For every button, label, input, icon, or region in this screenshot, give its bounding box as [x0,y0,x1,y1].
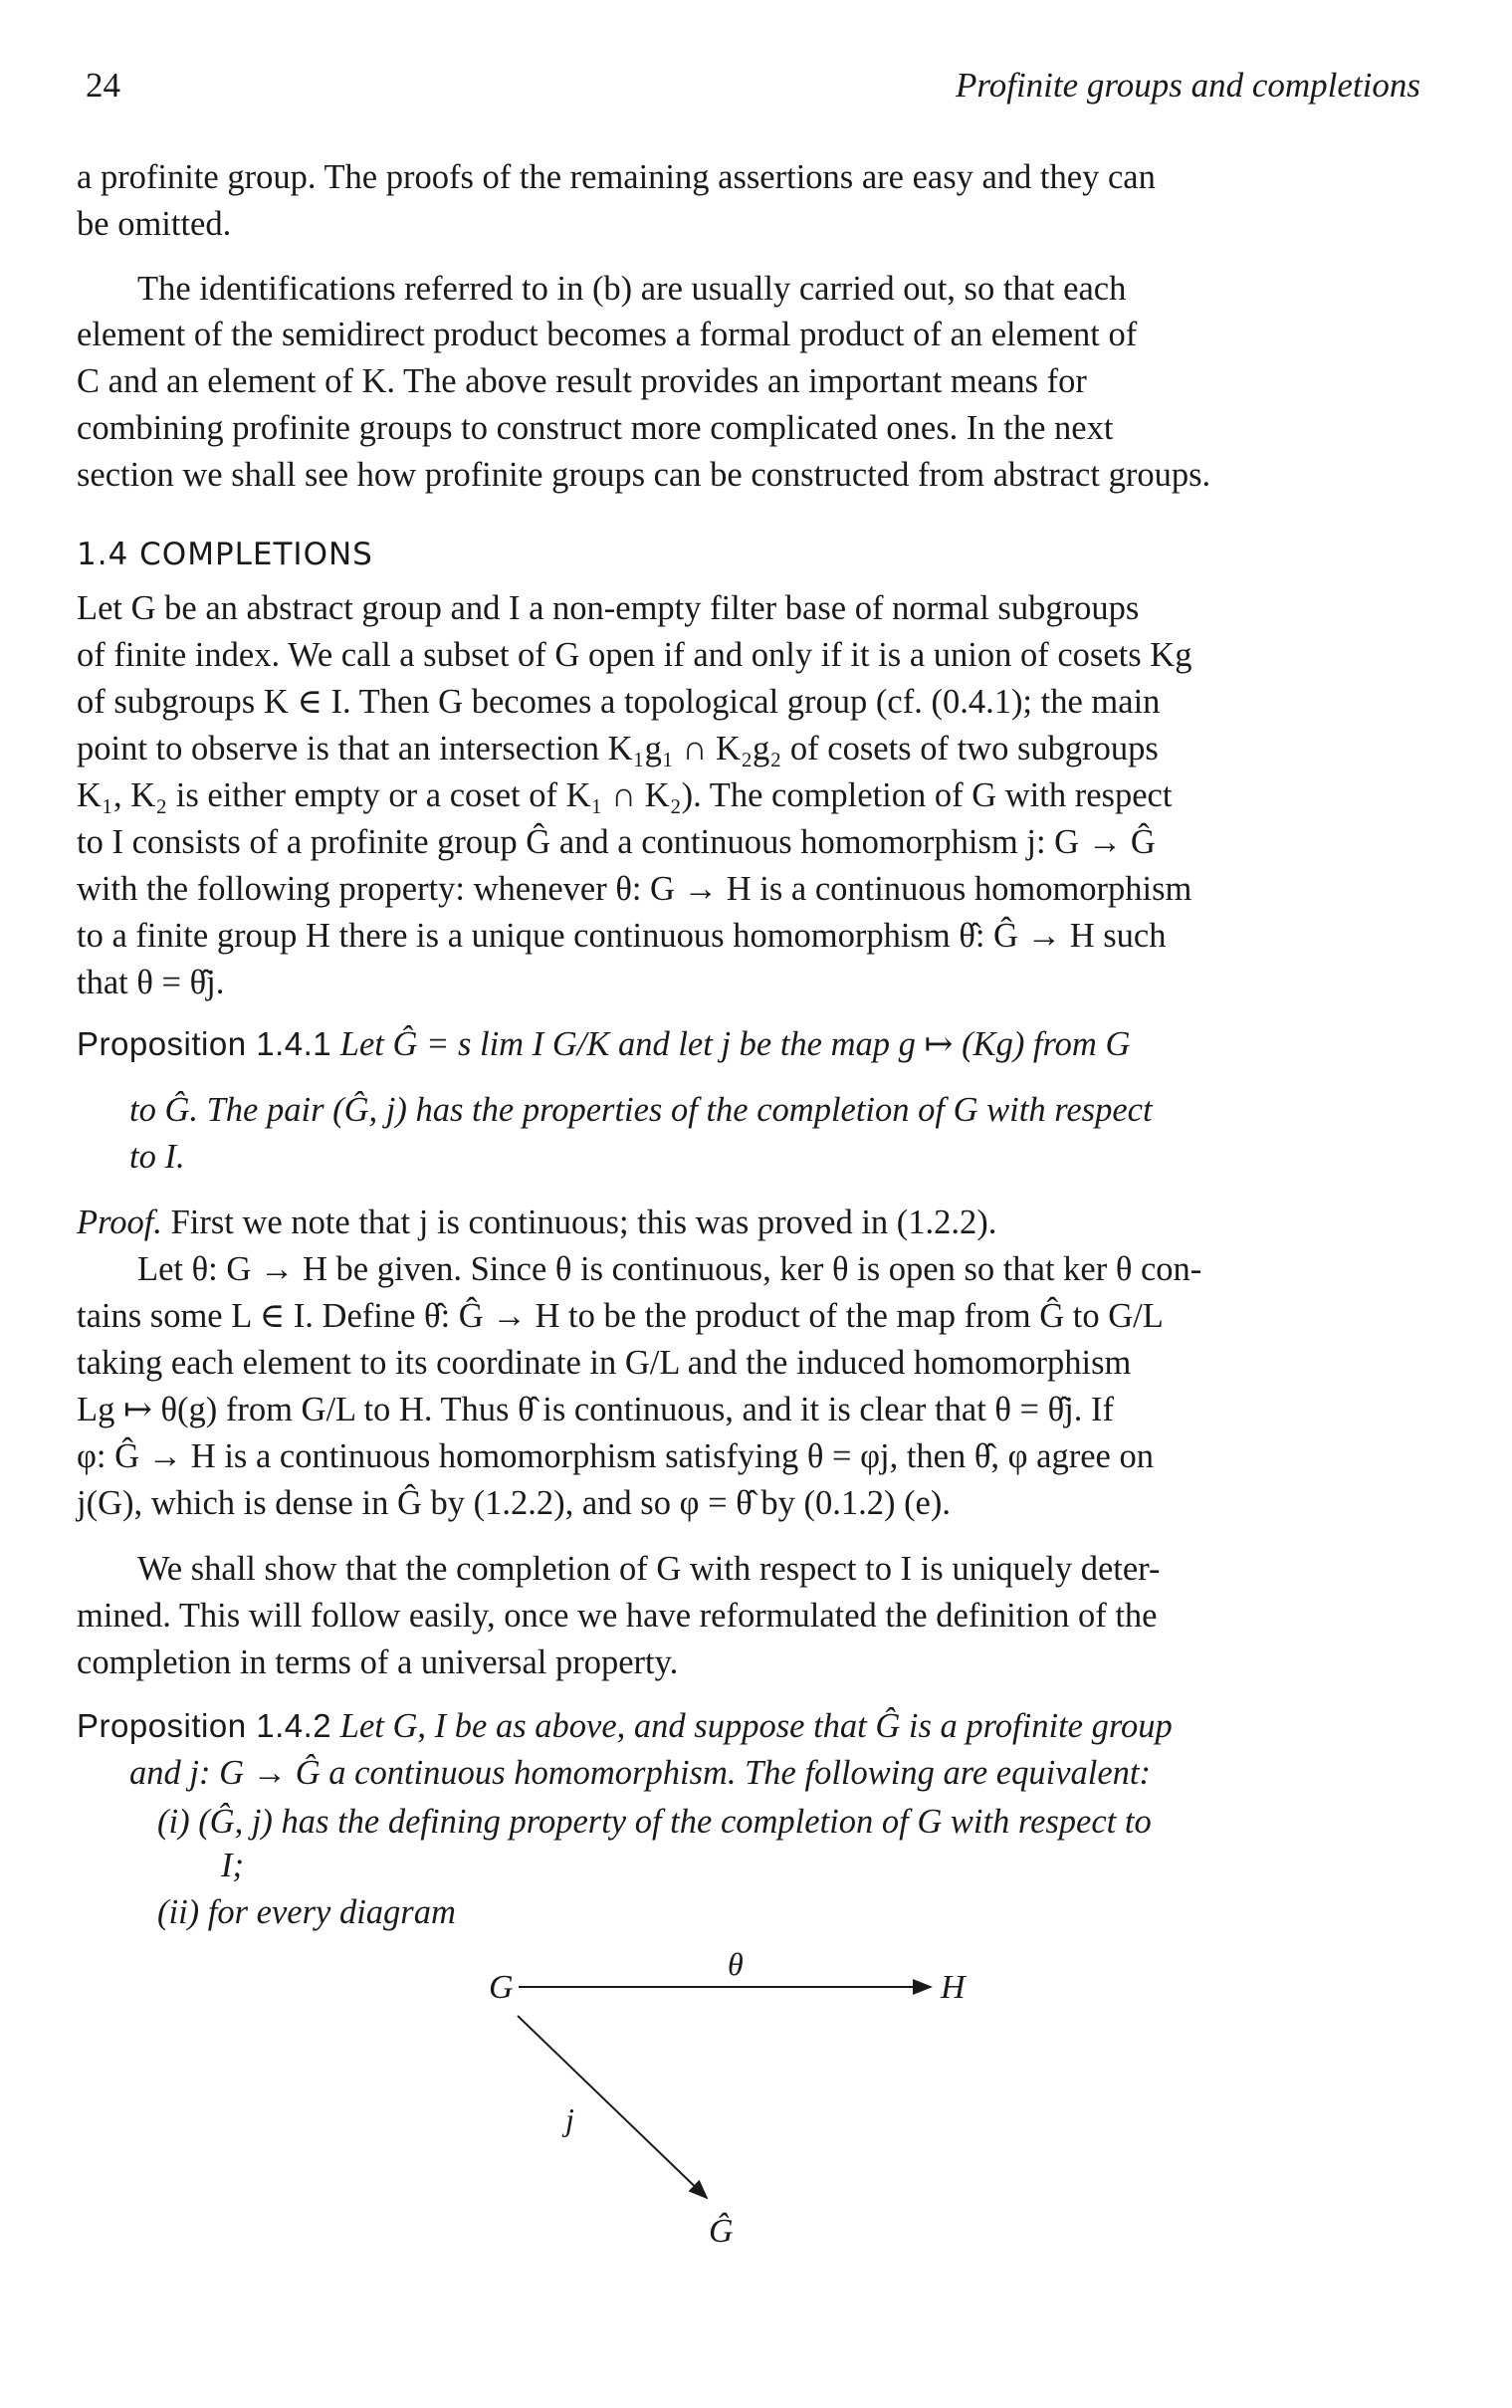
section-heading: 1.4 COMPLETIONS [77,537,373,572]
proposition-label: Proposition 1.4.1 [77,1025,332,1062]
diagram-node-h: H [941,1969,966,2006]
text-line: be omitted. [77,205,232,243]
text-line: to a finite group H there is a unique continuous homomorphism θ̂: Ĝ → H such [77,917,1167,955]
diagram-arrow-j [518,2016,707,2198]
text-line: φ: Ĝ → H is a continuous homomorphism satisfying θ = φj, then θ̂, φ agree on [77,1437,1154,1475]
text-line: I; [221,1847,244,1884]
text-line: mined. This will follow easily, once we have reformulated the definition of the [77,1597,1158,1635]
text-line: to I consists of a profinite group Ĝ and a continuous homomorphism j: G → Ĝ [77,823,1156,861]
text-line: of subgroups K ∈ I. Then G becomes a topological group (cf. (0.4.1); the main [77,683,1161,721]
diagram-node-g-hat: Ĝ [709,2213,734,2250]
list-item: (i) (Ĝ, j) has the defining property of the completion of G with respect to [157,1803,1152,1841]
page-number: 24 [86,66,120,105]
text-line: completion in terms of a universal property. [77,1643,679,1681]
proposition-text: Let G, I be as above, and suppose that Ĝ is a profinite group [339,1707,1173,1745]
text-line: C and an element of K. The above result provides an important means for [77,362,1087,400]
text-line: and j: G → Ĝ a continuous homomorphism. The following are equivalent: [129,1754,1151,1792]
text-line: j(G), which is dense in Ĝ by (1.2.2), and so φ = θ̂ by (0.1.2) (e). [77,1484,951,1522]
diagram-label-theta: θ [728,1946,744,1982]
text-line: that θ = θ̂j. [77,964,225,1001]
text-line: a profinite group. The proofs of the remaining assertions are easy and they can [77,158,1156,196]
proposition-text: Let Ĝ = s lim I G/K and let j be the map g ↦ (Kg) from G [339,1025,1131,1063]
text-line: Let G be an abstract group and I a non-empty filter base of normal subgroups [77,589,1140,627]
diagram-node-g: G [489,1969,514,2006]
text-line: point to observe is that an intersection K₁g₁ ∩ K₂g₂ of cosets of two subgroups [77,730,1159,767]
text-line: Lg ↦ θ(g) from G/L to H. Thus θ̂ is continuous, and it is clear that θ = θ̂j. If [77,1391,1114,1428]
text-line: Let θ: G → H be given. Since θ is continuous, ker θ is open so that ker θ con- [137,1250,1202,1288]
proof-label: Proof. [77,1204,162,1241]
running-title: Profinite groups and completions [956,66,1420,105]
proposition-label: Proposition 1.4.2 [77,1707,332,1744]
text-line: element of the semidirect product becomes a formal product of an element of [77,316,1138,353]
text-line: of finite index. We call a subset of G open if and only if it is a union of cosets Kg [77,636,1192,674]
text-line: taking each element to its coordinate in G/L and the induced homomorphism [77,1344,1132,1382]
text-line: with the following property: whenever θ: G → H is a continuous homomorphism [77,870,1192,908]
text-line: The identifications referred to in (b) are usually carried out, so that each [137,270,1127,308]
list-item: (ii) for every diagram [157,1893,456,1931]
text-line: tains some L ∈ I. Define θ̂: Ĝ → H to be the product of the map from Ĝ to G/L [77,1297,1164,1335]
text-line: We shall show that the completion of G with respect to I is uniquely deter- [137,1550,1161,1588]
diagram-label-j: j [565,2101,574,2137]
text-line: to I. [129,1138,185,1176]
text-line: to Ĝ. The pair (Ĝ, j) has the properties of the completion of G with respect [129,1091,1153,1129]
text-line: section we shall see how profinite groups can be constructed from abstract groups. [77,456,1211,494]
text-line: K₁, K₂ is either empty or a coset of K₁ ∩ K₂). The completion of G with respect [77,776,1173,814]
proof-text: First we note that j is continuous; this was proved in (1.2.2). [170,1204,997,1241]
text-line: combining profinite groups to construct more complicated ones. In the next [77,409,1114,447]
